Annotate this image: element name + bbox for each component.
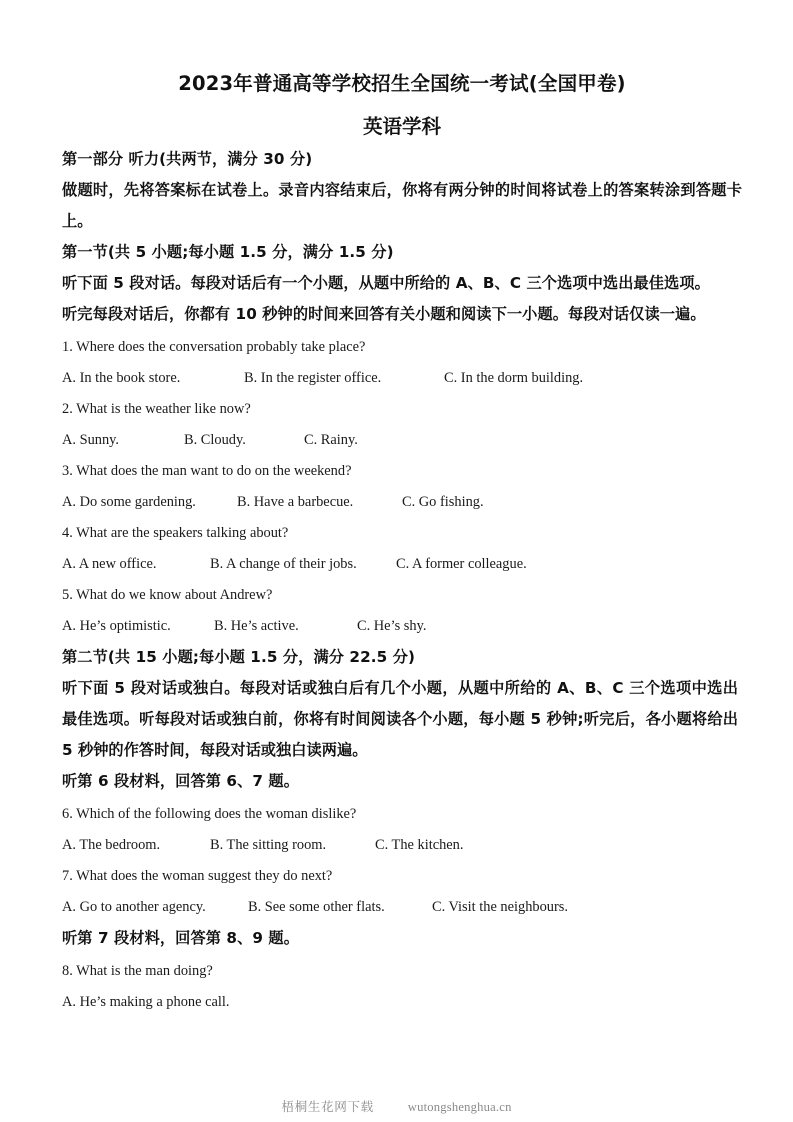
option-c[interactable]: C. In the dorm building. (444, 370, 584, 386)
question-options (62, 987, 742, 1018)
question-options (62, 487, 742, 518)
option-b[interactable]: B. In the register office. (244, 370, 382, 386)
option-a[interactable]: A. He’s optimistic. (62, 618, 171, 634)
option-b[interactable]: B. He’s active. (214, 618, 299, 634)
option-a[interactable]: A. Go to another agency. (62, 899, 206, 915)
option-c[interactable]: C. Go fishing. (402, 494, 484, 510)
option-b[interactable]: B. Cloudy. (184, 432, 246, 448)
question-options (62, 830, 742, 861)
option-c[interactable]: C. The kitchen. (375, 837, 464, 853)
option-c[interactable]: C. He’s shy. (357, 618, 427, 634)
option-a[interactable]: A. A new office. (62, 556, 157, 572)
question-stem: 8. What is the man doing? (62, 963, 213, 979)
question-options (62, 892, 742, 923)
question-stem: 1. Where does the conversation probably take place? (62, 339, 366, 355)
section-two-heading: 第二节(共 15 小题;每小题 1.5 分，满分 22.5 分) (62, 648, 416, 666)
option-a[interactable]: A. He’s making a phone call. (62, 994, 230, 1010)
option-a[interactable]: A. Sunny. (62, 432, 120, 448)
question-options (62, 611, 742, 642)
question-stem: 6. Which of the following does the woman dislike? (62, 806, 357, 822)
question-stem: 7. What does the woman suggest they do next? (62, 868, 333, 884)
footer-watermark (0, 1096, 793, 1115)
option-c[interactable]: C. Rainy. (304, 432, 358, 448)
question-stem: 3. What does the man want to do on the weekend? (62, 463, 352, 479)
option-c[interactable]: C. Visit the neighbours. (432, 899, 568, 915)
question-stem: 5. What do we know about Andrew? (62, 587, 273, 603)
option-b[interactable]: B. A change of their jobs. (210, 556, 357, 572)
option-b[interactable]: B. Have a barbecue. (237, 494, 354, 510)
page-subtitle: 英语学科 (362, 115, 441, 138)
material-heading-8-9: 听第 7 段材料，回答第 8、9 题。 (62, 929, 300, 947)
document-content (62, 60, 742, 1018)
question-options (62, 363, 742, 394)
question-options (62, 425, 742, 456)
option-a[interactable]: A. In the book store. (62, 370, 181, 386)
option-a[interactable]: A. Do some gardening. (62, 494, 196, 510)
part-one-instruction: 做题时，先将答案标在试卷上。录音内容结束后，你将有两分钟的时间将试卷上的答案转涂到答题卡上。 (62, 181, 742, 230)
question-stem: 4. What are the speakers talking about? (62, 525, 289, 541)
option-a[interactable]: A. The bedroom. (62, 837, 161, 853)
footer-site-name: 梧桐生花网下载 (281, 1099, 374, 1114)
section-one-instruction-line1: 听下面 5 段对话。每段对话后有一个小题，从题中所给的 A、B、C 三个选项中选出最佳选项。 (62, 274, 710, 292)
option-b[interactable]: B. The sitting room. (210, 837, 327, 853)
part-one-heading: 第一部分 听力(共两节，满分 30 分) (62, 150, 313, 168)
material-heading-6-7: 听第 6 段材料，回答第 6、7 题。 (62, 772, 300, 790)
page-title: 2023年普通高等学校招生全国统一考试(全国甲卷) (178, 72, 626, 95)
question-stem: 2. What is the weather like now? (62, 401, 251, 417)
section-one-instruction-line2: 听完每段对话后，你都有 10 秒钟的时间来回答有关小题和阅读下一小题。每段对话仅读一遍。 (62, 305, 706, 323)
question-options (62, 549, 742, 580)
section-two-instruction: 听下面 5 段对话或独白。每段对话或独白后有几个小题，从题中所给的 A、B、C 三个选项中选出最佳选项。听每段对话或独白前，你将有时间阅读各个小题，每小题 5 秒钟;听完后，各小题将给出 5 秒钟的作答时间，每段对话或独白读两遍。 (62, 679, 738, 759)
section-one-heading: 第一节(共 5 小题;每小题 1.5 分，满分 1.5 分) (62, 243, 394, 261)
option-b[interactable]: B. See some other flats. (248, 899, 385, 915)
footer-url: wutongshenghua.cn (407, 1100, 512, 1114)
option-c[interactable]: C. A former colleague. (396, 556, 527, 572)
